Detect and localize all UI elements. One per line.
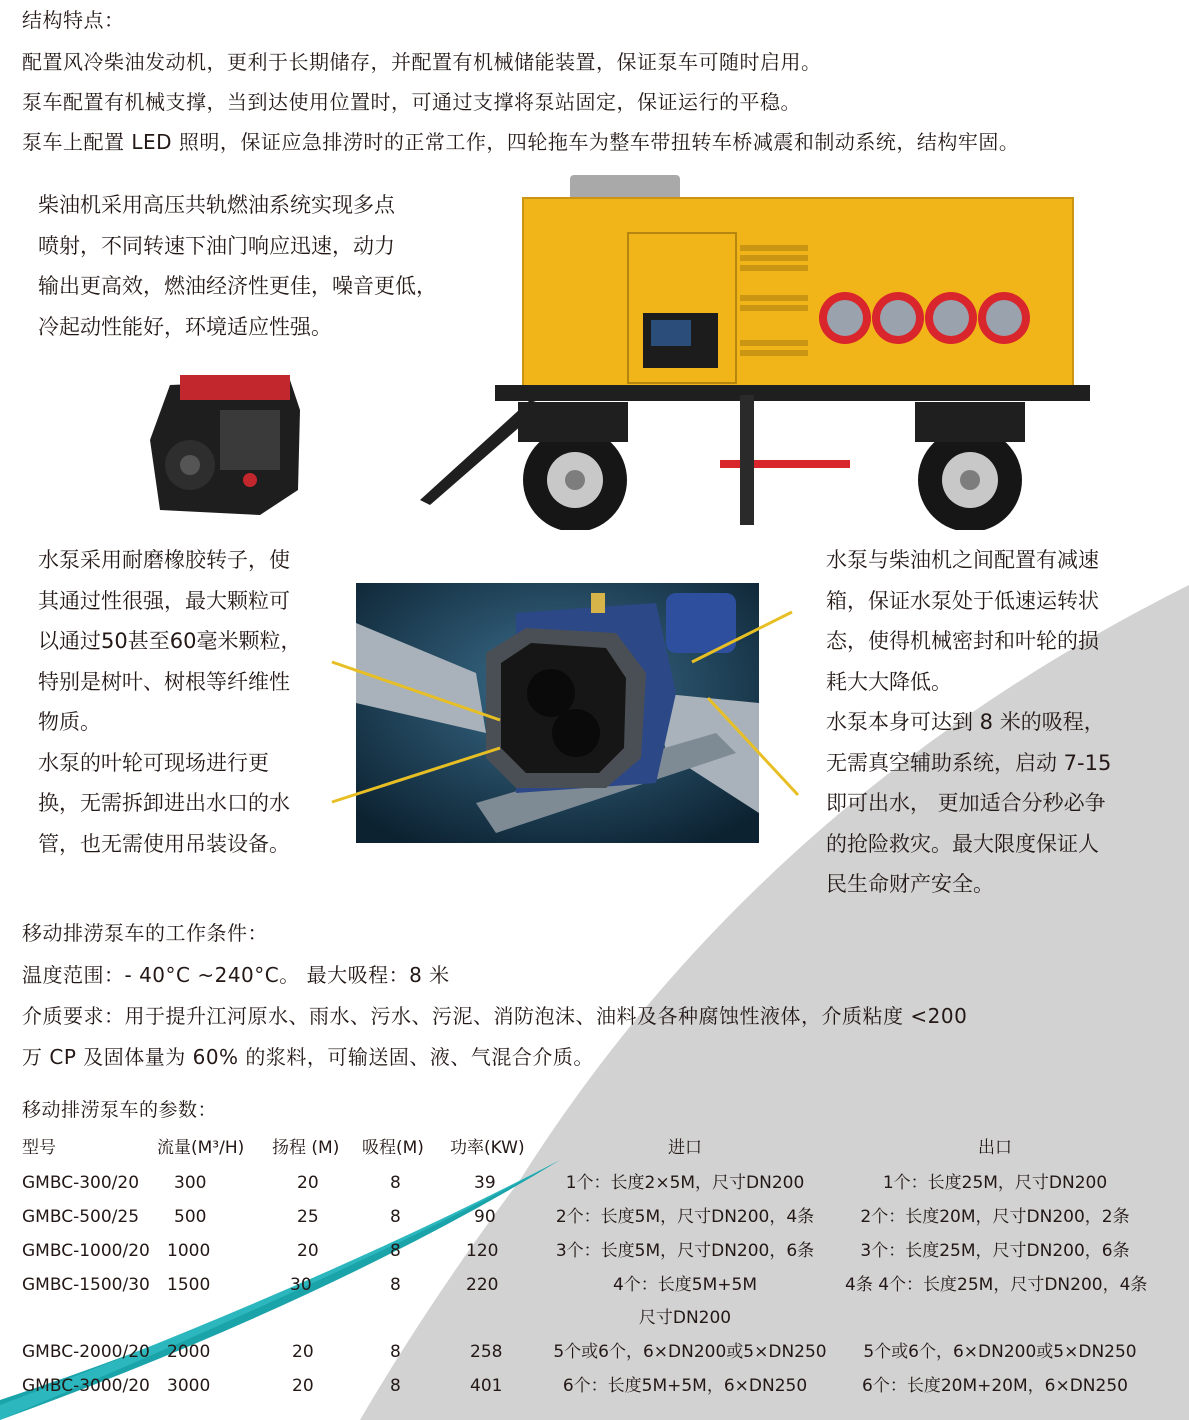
row2-flow: 500 [174, 1207, 207, 1227]
row2-power: 90 [474, 1207, 496, 1227]
row4-inlet: 4个：长度5M+5M [612, 1275, 758, 1295]
row4-model: GMBC-1500/30 [22, 1275, 150, 1295]
row3-flow: 1000 [167, 1241, 211, 1261]
row5-power: 258 [470, 1342, 503, 1362]
engine-description: 柴油机采用高压共轨燃油系统实现多点 喷射，不同转速下油门响应迅速，动力 输出更高效，燃油经济性更佳，噪音更低， 冷起动性能好，环境适应性强。 [38, 193, 437, 339]
header-power: 功率(KW) [450, 1138, 525, 1158]
row1-power: 39 [474, 1173, 496, 1193]
row3-outlet: 3个：长度25M，尺寸DN200，6条 [860, 1241, 1130, 1261]
row2-model: GMBC-500/25 [22, 1207, 140, 1227]
row2-inlet: 2个：长度5M，尺寸DN200，4条 [555, 1207, 815, 1227]
row6-inlet: 6个：长度5M+5M，6×DN250 [562, 1376, 808, 1396]
callout-lines [320, 590, 810, 810]
conditions-medium-1: 介质要求：用于提升江河原水、雨水、污水、污泥、消防泡沫、油料及各种腐蚀性液体，介质粘度 <200 [22, 1004, 968, 1028]
header-outlet: 出口 [978, 1138, 1012, 1158]
row3-inlet: 3个：长度5M，尺寸DN200，6条 [555, 1241, 815, 1261]
feature-line-1: 配置风冷柴油发动机，更利于长期储存，并配置有机械储能装置，保证泵车可随时启用。 [22, 50, 822, 74]
row1-suction: 8 [390, 1173, 401, 1193]
row1-flow: 300 [174, 1173, 207, 1193]
header-suction: 吸程(M) [362, 1138, 424, 1158]
header-flow: 流量(M³/H) [157, 1138, 245, 1158]
row1-model: GMBC-300/20 [22, 1173, 140, 1193]
header-inlet: 进口 [668, 1138, 702, 1158]
row5-head: 20 [292, 1342, 314, 1362]
params-title: 移动排涝泵车的参数： [22, 1099, 218, 1121]
feature-line-2: 泵车配置有机械支撑，当到达使用位置时，可通过支撑将泵站固定，保证运行的平稳。 [22, 90, 801, 114]
row6-model: GMBC-3000/20 [22, 1376, 150, 1396]
row4-flow: 1500 [167, 1275, 211, 1295]
features-title: 结构特点： [22, 8, 125, 32]
row2-head: 25 [297, 1207, 319, 1227]
row3-head: 20 [297, 1241, 319, 1261]
row4-outlet: 4条 4个：长度25M，尺寸DN200，4条 [845, 1275, 1148, 1295]
conditions-title: 移动排涝泵车的工作条件： [22, 921, 268, 945]
row3-suction: 8 [390, 1241, 401, 1261]
row6-flow: 3000 [167, 1376, 211, 1396]
row5-flow: 2000 [167, 1342, 211, 1362]
row3-model: GMBC-1000/20 [22, 1241, 150, 1261]
row1-inlet: 1个：长度2×5M，尺寸DN200 [565, 1173, 805, 1193]
row6-suction: 8 [390, 1376, 401, 1396]
row4-inlet-2: 尺寸DN200 [638, 1308, 732, 1328]
row1-outlet: 1个：长度25M，尺寸DN200 [882, 1173, 1108, 1193]
row5-model: GMBC-2000/20 [22, 1342, 150, 1362]
feature-line-3: 泵车上配置 LED 照明，保证应急排涝时的正常工作，四轮拖车为整车带扭转车桥减震和制动系统，结构牢固。 [22, 130, 1020, 154]
conditions-temp: 温度范围：- 40°C ~240°C。 最大吸程：8 米 [22, 963, 450, 987]
row6-head: 20 [292, 1376, 314, 1396]
row6-outlet: 6个：长度20M+20M，6×DN250 [862, 1376, 1128, 1396]
row6-power: 401 [470, 1376, 503, 1396]
row5-suction: 8 [390, 1342, 401, 1362]
row4-power: 220 [466, 1275, 499, 1295]
row5-inlet: 5个或6个，6×DN200或5×DN250 [553, 1342, 827, 1362]
row1-head: 20 [297, 1173, 319, 1193]
pump-left-description: 水泵采用耐磨橡胶转子，使 其通过性很强，最大颗粒可 以通过50甚至60毫米颗粒， 特别是树叶、树根等纤维性 物质。 水泵的叶轮可现场进行更 换，无需拆卸进出水口的水 管，也无需使用吊装设备。 [38, 548, 302, 856]
conditions-medium-2: 万 CP 及固体量为 60% 的浆料，可输送固、液、气混合介质。 [22, 1045, 594, 1069]
row4-head: 30 [290, 1275, 312, 1295]
row3-power: 120 [466, 1241, 499, 1261]
pump-truck-image [400, 170, 1100, 530]
row4-suction: 8 [390, 1275, 401, 1295]
header-model: 型号 [22, 1138, 56, 1158]
pump-right-description: 水泵与柴油机之间配置有减速 箱，保证水泵处于低速运转状 态，使得机械密封和叶轮的损 耗大大降低。 水泵本身可达到 8 米的吸程， 无需真空辅助系统，启动 7-15 即可出水， 更加适合分秒必争 的抢险救灾。最大限度保证人 民生命财产安全。 [826, 548, 1112, 896]
row5-outlet: 5个或6个，6×DN200或5×DN250 [863, 1342, 1137, 1362]
row2-suction: 8 [390, 1207, 401, 1227]
row2-outlet: 2个：长度20M，尺寸DN200，2条 [860, 1207, 1130, 1227]
diesel-engine-image [140, 370, 310, 525]
header-head: 扬程 (M) [272, 1138, 340, 1158]
